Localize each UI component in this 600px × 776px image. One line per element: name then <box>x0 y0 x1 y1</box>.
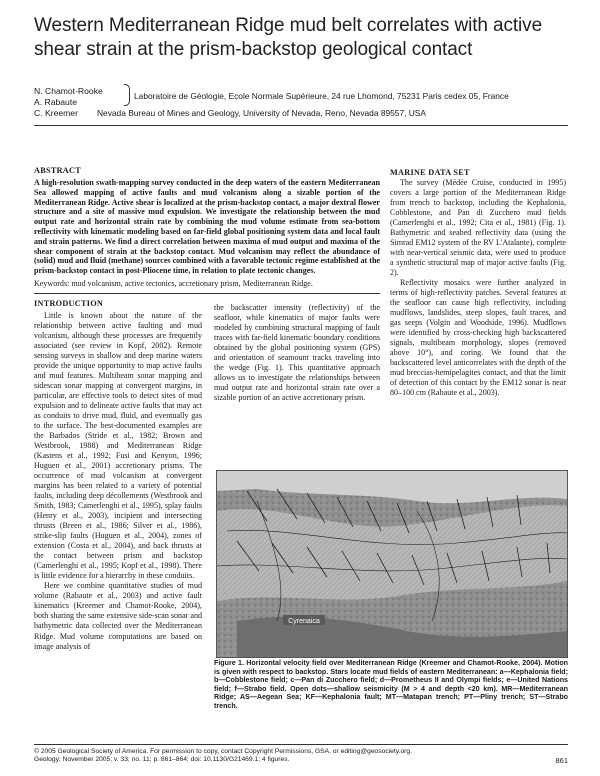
author: N. Chamot-Rooke <box>34 86 103 96</box>
marine-heading: MARINE DATA SET <box>390 168 470 177</box>
mid-paragraph: the backscatter intensity (reflectivity) of the seafloor, while kinematics of major faults were modeled by combining structural mapping of fault traces with far-field kinematic boundary conditions obtained by the global positioning system (GPS) and orientation of seamount tracks traveling into the wedge (Fig. 1). This quantitative approach allows us to investigate the relationships between mud output rate and horizontal strain rate over a sizable portion of an active accretionary prism. <box>214 303 380 403</box>
intro-paragraph: Here we combine quantitative studies of mud volume (Rabaute et al., 2003) and active fault kinematics (Kreemer and Chamot-Rooke, 2004), both sharing the same extensive side-scan sonar and bathymetric data collected over the Mediterranean Ridge. Mud volume computations are based on image analysis of <box>34 581 202 651</box>
header-divider <box>34 125 568 126</box>
footer-divider <box>34 744 568 745</box>
right-column <box>390 178 566 398</box>
figure-1-map <box>216 470 568 658</box>
affiliation-2: Nevada Bureau of Mines and Geology, University of Nevada, Reno, Nevada 89557, USA <box>97 108 426 118</box>
title-line: Western Mediterranean Ridge mud belt correlates with active <box>34 15 543 36</box>
middle-column <box>214 303 380 403</box>
intro-paragraph: Little is known about the nature of the relationship between active faulting and mud volcanism, although these processes are frequently associated (see review in Kopf, 2002). Remote sensing surveys in shallow and deep marine waters provide the unique opportunity to map active faults and mud features. Multibeam sonar mapping and sidescan sonar mapping at convergent margins, in particular, are effective tools to detect sites of mud expulsion and to delineate active faults that may act as conduits to drive mud, fluid, and eventually gas to the surface. The best-documented examples are the Barbados (Stride et al., 1982; Brown and Westbrook, 1988) and Mediterranean Ridge (Kastens et al., 1992; Fusi and Kenyon, 1996; Huguen et al., 2001) accretionary prisms. The occurrence of mud volcanism at convergent margins has been related to a variety of potential faults, including deep décollements (Westbrook and Smith, 1983; Camerlenghi et al., 1995), splay faults (Henry et al., 2003), incipient and intersecting thrusts (Breen et al., 1986; Silver et al., 1986), strike-slip faults (Huguen et al., 2004), zones of extension (Costa et al., 2004), and back thrusts at the contact between prism and backstop (Camerlenghi et al., 1995; Kopf et al., 1998). There is little evidence for a hierarchy in these conduits. <box>34 311 202 581</box>
author: C. Kreemer <box>34 108 78 118</box>
marine-paragraph: Reflectivity mosaics were further analyzed in terms of high-reflectivity patches. Several features at the seafloor can cause high reflectivity, including mudflows, landslides, steep slopes, fault traces, and gas seeps (Volgin and Woodside, 1996). Mudflows were identified by cross-checking high backscattered signals, multibeam morphology, slopes (removed above 10°), and coring. We found that the backscattered level anticorrelates with the depth of the mud breccias-hemipelagites contact, and that the limit of detection of this contact by the EM12 sonar is near 80–100 cm (Rabaute et al., 2003). <box>390 278 566 398</box>
title-line: shear strain at the prism-backstop geological contact <box>34 39 473 60</box>
keywords: Keywords: mud volcanism, active tectonics, accretionary prism, Mediterranean Ridge. <box>34 279 313 288</box>
copyright-line: © 2005 Geological Society of America. For permission to copy, contact Copyright Permissions, GSA, or editing@geosociety.org. <box>34 748 412 755</box>
velocity-map <box>217 471 567 657</box>
footer <box>34 748 568 765</box>
figure-caption: Figure 1. Horizontal velocity field over Mediterranean Ridge (Kreemer and Chamot-Rooke, 2004). Motion is given with respect to backstop. Stars locate mud fields of eastern Mediterranean: a—Kephalonia field; b—Cobblestone field; c—Pan di Zucchero field; d—Prometheus II and Olympi fields; e—United Nations field; f—Strabo field. Open dots—shallow seismicity (M > 4 and depth <20 km). MR—Mediterranean Ridge; AS—Aegean Sea; KF—Kephalonia fault; MT—Matapan trench; PT—Pliny trench; ST—Strabo trench. <box>214 659 568 710</box>
page-number: 861 <box>555 756 568 765</box>
intro-column <box>34 311 202 652</box>
author: A. Rabaute <box>34 97 77 107</box>
author-list <box>34 86 103 119</box>
marine-paragraph: The survey (Médée Cruise, conducted in 1995) covers a large portion of the Mediterranean Ridge from trench to backstop, including the Kephalonia, Cobblestone, and Pan di Zucchero mud fields (Camerlenghi et al., 1992; Cita et al., 1981) (Fig. 1). Bathymetric and seabed reflectivity data (using the Simrad EM12 system of the RV L'Atalante), complete with near-vertical seismic data, were used to produce a synthetic structural map of major active faults (Fig. 2). <box>390 178 566 278</box>
citation-line: Geology; November 2005; v. 33; no. 11; p. 861–864; doi: 10.1130/G21469.1; 4 figures. <box>34 756 290 764</box>
cyrenaica-label: Cyrenaica <box>288 618 320 625</box>
intro-heading: INTRODUCTION <box>34 299 104 308</box>
abstract-heading: ABSTRACT <box>34 166 81 175</box>
paper-title <box>34 14 574 62</box>
affiliation-1: Laboratoire de Géologie, Ecole Normale Supérieure, 24 rue Lhomond, 75231 Paris cedex 05, France <box>134 91 509 101</box>
abstract-text: A high-resolution swath-mapping survey conducted in the deep waters of the eastern Mediterranean Sea allowed mapping of active faults and mud volcanism along a sizable portion of the Mediterranean Ridge. Active shear is localized at the prism-backstop contact, a major dextral flower structure and a site of massive mud expulsion. We investigate the relationship between the mud output rate and horizontal strain rate by combining the mud volume estimate from sea-bottom reflectivity with kinematic modeling based on far-field global positioning system data and local fault and strain patterns. We find a direct correlation between maxima of mud output and maxima of the shear component of strain at the backstop contact. Mud volcanism may reflect the abundance of (solid) mud and fluid (methane) sources combined with a favorable tectonic regime established at the prism-backstop contact in post-Pliocene time, in relation to plate tectonic changes. <box>34 178 380 276</box>
author-brace <box>124 84 130 106</box>
abstract-divider <box>34 293 380 294</box>
